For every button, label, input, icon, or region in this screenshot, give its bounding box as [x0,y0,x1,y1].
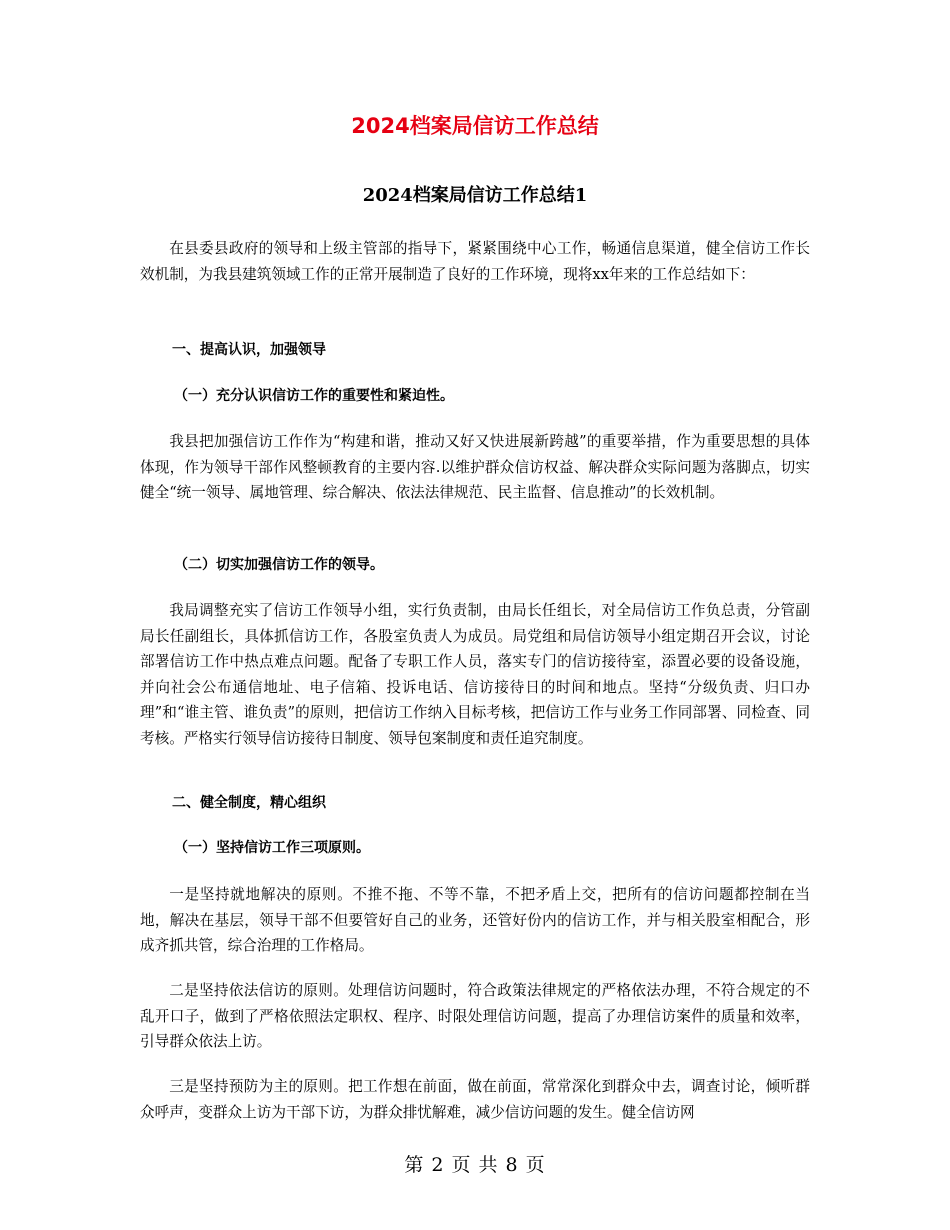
subsection-heading-1-1: （一）充分认识信访工作的重要性和紧迫性。 [174,388,454,404]
paragraph-2-1-c: 三是坚持预防为主的原则。把工作想在前面，做在前面，常常深化到群众中去，调查讨论，倾听群众呼声，变群众上访为干部下访，为群众排忧解难，减少信访问题的发生。健全信访网 [140,1078,810,1121]
document-subtitle: 2024档案局信访工作总结1 [362,185,588,206]
paragraph-1-1: 我县把加强信访工作作为“构建和谐，推动又好又快进展新跨越”的重要举措，作为重要思想的具体体现，作为领导干部作风整顿教育的主要内容.以维护群众信访权益、解决群众实际问题为落脚点，切实健全“统一领导、属地管理、综合解决、依法法律规范、民主监督、信息推动”的长效机制。 [140,433,810,501]
paragraph-2-1-a: 一是坚持就地解决的原则。不推不拖、不等不靠，不把矛盾上交，把所有的信访问题都控制在当地，解决在基层，领导干部不但要管好自己的业务，还管好份内的信访工作，并与相关股室相配合，形成齐抓共管，综合治理的工作格局。 [140,886,810,954]
intro-paragraph: 在县委县政府的领导和上级主管部的指导下，紧紧围绕中心工作，畅通信息渠道，健全信访工作长效机制，为我县建筑领域工作的正常开展制造了良好的工作环境，现将xx年来的工作总结如下： [140,240,810,283]
section-heading-2: 二、健全制度，精心组织 [172,795,326,811]
paragraph-1-2: 我局调整充实了信访工作领导小组，实行负责制，由局长任组长，对全局信访工作负总责，分管副局长任副组长，具体抓信访工作，各股室负责人为成员。局党组和局信访领导小组定期召开会议，讨论部署信访工作中热点难点问题。配备了专职工作人员，落实专门的信访接待室，添置必要的设备设施，并向社会公布通信地址、电子信箱、投诉电话、信访接待日的时间和地点。坚持“分级负责、归口办理”和“谁主管、谁负责”的原则，把信访工作纳入目标考核，把信访工作与业务工作同部署、同检查、同考核。严格实行领导信访接待日制度、领导包案制度和责任追究制度。 [140,602,810,747]
subsection-heading-1-2: （二）切实加强信访工作的领导。 [174,557,384,573]
section-heading-1: 一、提高认识，加强领导 [172,342,326,358]
page-number-footer: 第 2 页 共 8 页 [404,1154,546,1176]
paragraph-2-1-b: 二是坚持依法信访的原则。处理信访问题时，符合政策法律规定的严格依法办理，不符合规定的不乱开口子，做到了严格依照法定职权、程序、时限处理信访问题，提高了办理信访案件的质量和效率，引导群众依法上访。 [140,982,810,1050]
subsection-heading-2-1: （一）坚持信访工作三项原则。 [174,840,370,856]
document-title: 2024档案局信访工作总结 [351,114,599,138]
